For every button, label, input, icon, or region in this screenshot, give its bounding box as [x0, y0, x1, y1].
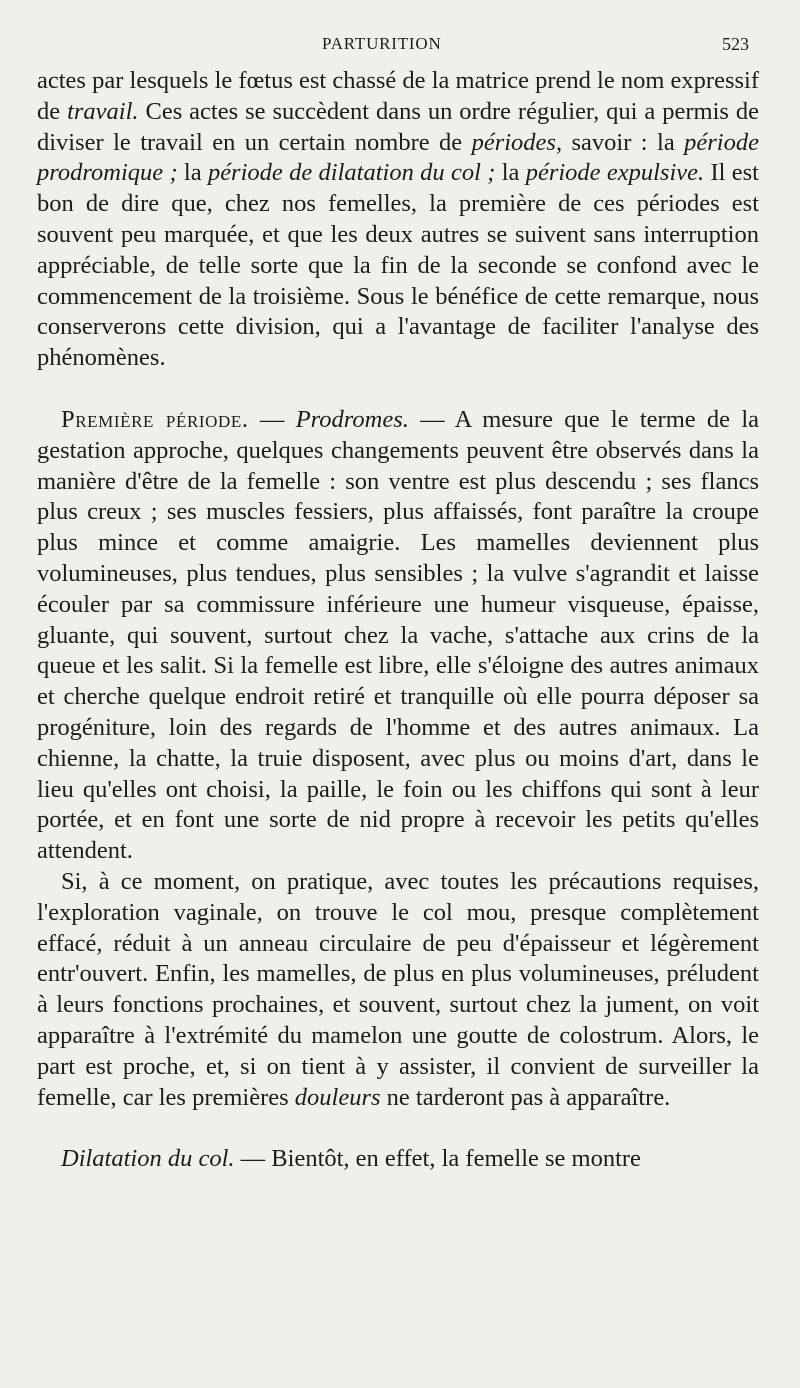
body-text: actes par lesquels le fœtus est chassé de la matrice prend le nom expressif de: [37, 67, 759, 125]
paragraph-gap: [37, 1113, 759, 1144]
body-text: — Bientôt, en effet, la femelle se montre: [234, 1145, 641, 1173]
italic-text: période prodromique ;: [37, 128, 759, 187]
body-text: ne tarderont pas à apparaître.: [380, 1083, 671, 1111]
italic-text: douleurs: [294, 1083, 381, 1111]
paragraph-intro: [37, 66, 759, 374]
italic-text: période expulsive.: [525, 159, 705, 187]
italic-text: Prodromes.: [295, 405, 409, 433]
paragraph-exploration-vaginale: [37, 867, 759, 1113]
paragraph-gap: [37, 374, 759, 405]
running-title: PARTURITION: [322, 34, 442, 53]
italic-text: travail.: [67, 97, 139, 125]
italic-text: périodes: [471, 128, 556, 156]
body-text: Ces actes se succèdent dans un ordre régulier, qui a permis de diviser le travail en un certain nombre de: [37, 97, 760, 156]
body-text: Si, à ce moment, on pratique, avec toutes les précautions requises, l'exploration vaginale, on trouve le col mou, presque complètement effacé, réduit à un anneau circulaire de peu d'épaisseur et légèrement entr'ouvert. Enfin, les mamelles, de plus en plus volumineuses, préludent à leurs fonctions prochaines, et souvent, surtout chez la jument, on voit apparaître à l'extrémité du mamelon une goutte de colostrum. Alors, le part est proche, et, si on tient à y assister, il convient de surveiller la femelle, car les premières: [37, 867, 759, 1111]
body-text: —: [248, 405, 296, 433]
page-body: [37, 66, 759, 1175]
paragraph-dilatation-du-col: [37, 1144, 759, 1175]
page-number: 523: [722, 34, 749, 54]
italic-text: période de dilatation du col ;: [207, 159, 496, 187]
section-heading: Première période.: [61, 405, 249, 433]
italic-text: Dilatation du col.: [61, 1145, 235, 1173]
paragraph-premiere-periode: [37, 405, 759, 867]
body-text: , savoir : la: [555, 128, 685, 156]
body-text: la: [177, 159, 208, 187]
body-text: la: [495, 159, 526, 187]
body-text: Il est bon de dire que, chez nos femelles, la première de ces périodes est souvent peu marquée, et que les deux autres se suivent sans interruption appréciable, de telle sorte que la fin de la seconde se confond avec le commencement de la troisième. Sous le bénéfice de cette remarque, nous conserverons cette division, qui a l'avantage de faciliter l'analyse des phénomènes.: [37, 159, 759, 372]
page-header: [0, 34, 800, 58]
body-text: — A mesure que le terme de la gestation approche, quelques changements peuvent être observés dans la manière d'être de la femelle : son ventre est plus descendu ; ses flancs plus creux ; ses muscles fessiers, plus affaissés, font paraître la croupe plus mince et comme amaigrie. Les mamelles deviennent plus volumineuses, plus tendues, plus sensibles ; la vulve s'agrandit et laisse écouler par sa commissure inférieure une humeur visqueuse, épaisse, gluante, qui souvent, surtout chez la vache, s'attache aux crins de la queue et les salit. Si la femelle est libre, elle s'éloigne des autres animaux et cherche quelque endroit retiré et tranquille où elle pourra déposer sa progéniture, loin des regards de l'homme et des autres animaux. La chienne, la chatte, la truie disposent, avec plus ou moins d'art, dans le lieu qu'elles ont choisi, la paille, le foin ou les chiffons qui sont à leur portée, et en font une sorte de nid propre à recevoir les petits qu'elles attendent.: [37, 405, 759, 865]
